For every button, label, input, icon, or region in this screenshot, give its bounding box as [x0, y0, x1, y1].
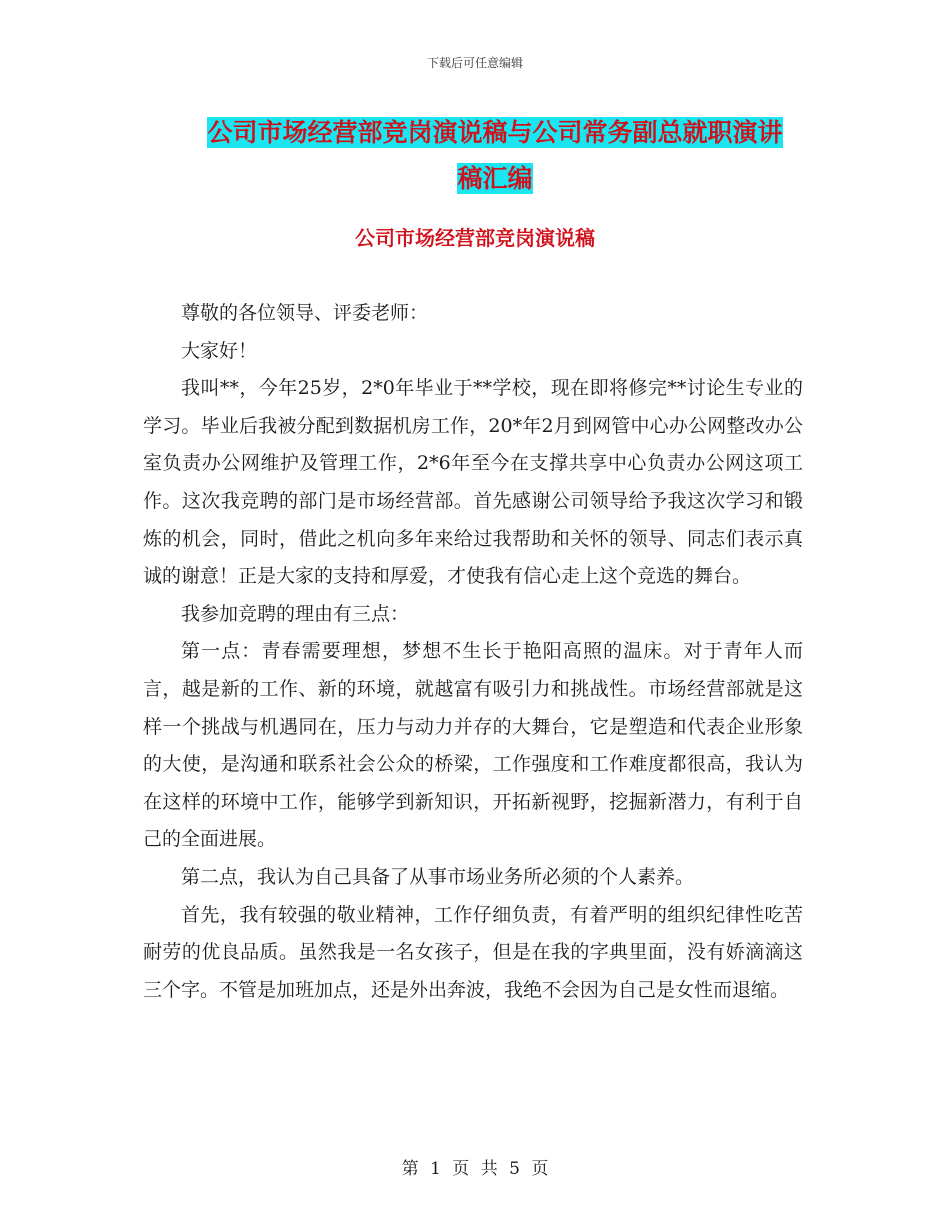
- section-title: 公司市场经营部竞岗演说稿: [355, 226, 595, 250]
- document-title-line-2: 稿汇编: [457, 164, 533, 193]
- first-quality-paragraph: 首先，我有较强的敬业精神，工作仔细负责，有着严明的组织纪律性吃苦耐劳的优良品质。虽然我是一名女孩子，但是在我的字典里面，没有娇滴滴这三个字。不管是加班加点，还是外出奔波，我绝不会因为自己是女性而退缩。: [143, 903, 803, 1001]
- greeting-paragraph: 大家好！: [181, 339, 258, 362]
- document-title-line-1: 公司市场经营部竞岗演说稿与公司常务副总就职演讲: [207, 118, 783, 147]
- reasons-intro-paragraph: 我参加竞聘的理由有三点：: [181, 602, 410, 625]
- salutation-paragraph: 尊敬的各位领导、评委老师：: [181, 302, 429, 324]
- document-body: [143, 295, 803, 1009]
- header-note: 下载后可任意编辑: [426, 56, 523, 70]
- reason-one-paragraph: 第一点：青春需要理想，梦想不生长于艳阳高照的温床。对于青年人而言，越是新的工作、新的环境，就越富有吸引力和挑战性。市场经营部就是这样一个挑战与机遇同在，压力与动力并存的大舞台，它是塑造和代表企业形象的大使，是沟通和联系社会公众的桥梁，工作强度和工作难度都很高，我认为在这样的环境中工作，能够学到新知识，开拓新视野，挖掘新潜力，有利于自己的全面进展。: [143, 640, 803, 851]
- introduction-paragraph: 我叫**，今年25岁，2*0年毕业于**学校，现在即将修完**讨论生专业的学习。毕业后我被分配到数据机房工作，20*年2月到网管中心办公网整改办公室负责办公网维护及管理工作，2*6年至今在支撑共享中心负责办公网这项工作。这次我竞聘的部门是市场经营部。首先感谢公司领导给予我这次学习和锻炼的机会，同时，借此之机向多年来给过我帮助和关怀的领导、同志们表示真诚的谢意！正是大家的支持和厚爱，才使我有信心走上这个竞选的舞台。: [143, 377, 803, 588]
- reason-two-paragraph: 第二点，我认为自己具备了从事市场业务所必须的个人素养。: [181, 865, 695, 888]
- page-number-footer: 第 1 页 共 5 页: [401, 1159, 549, 1179]
- document-title: [150, 110, 840, 202]
